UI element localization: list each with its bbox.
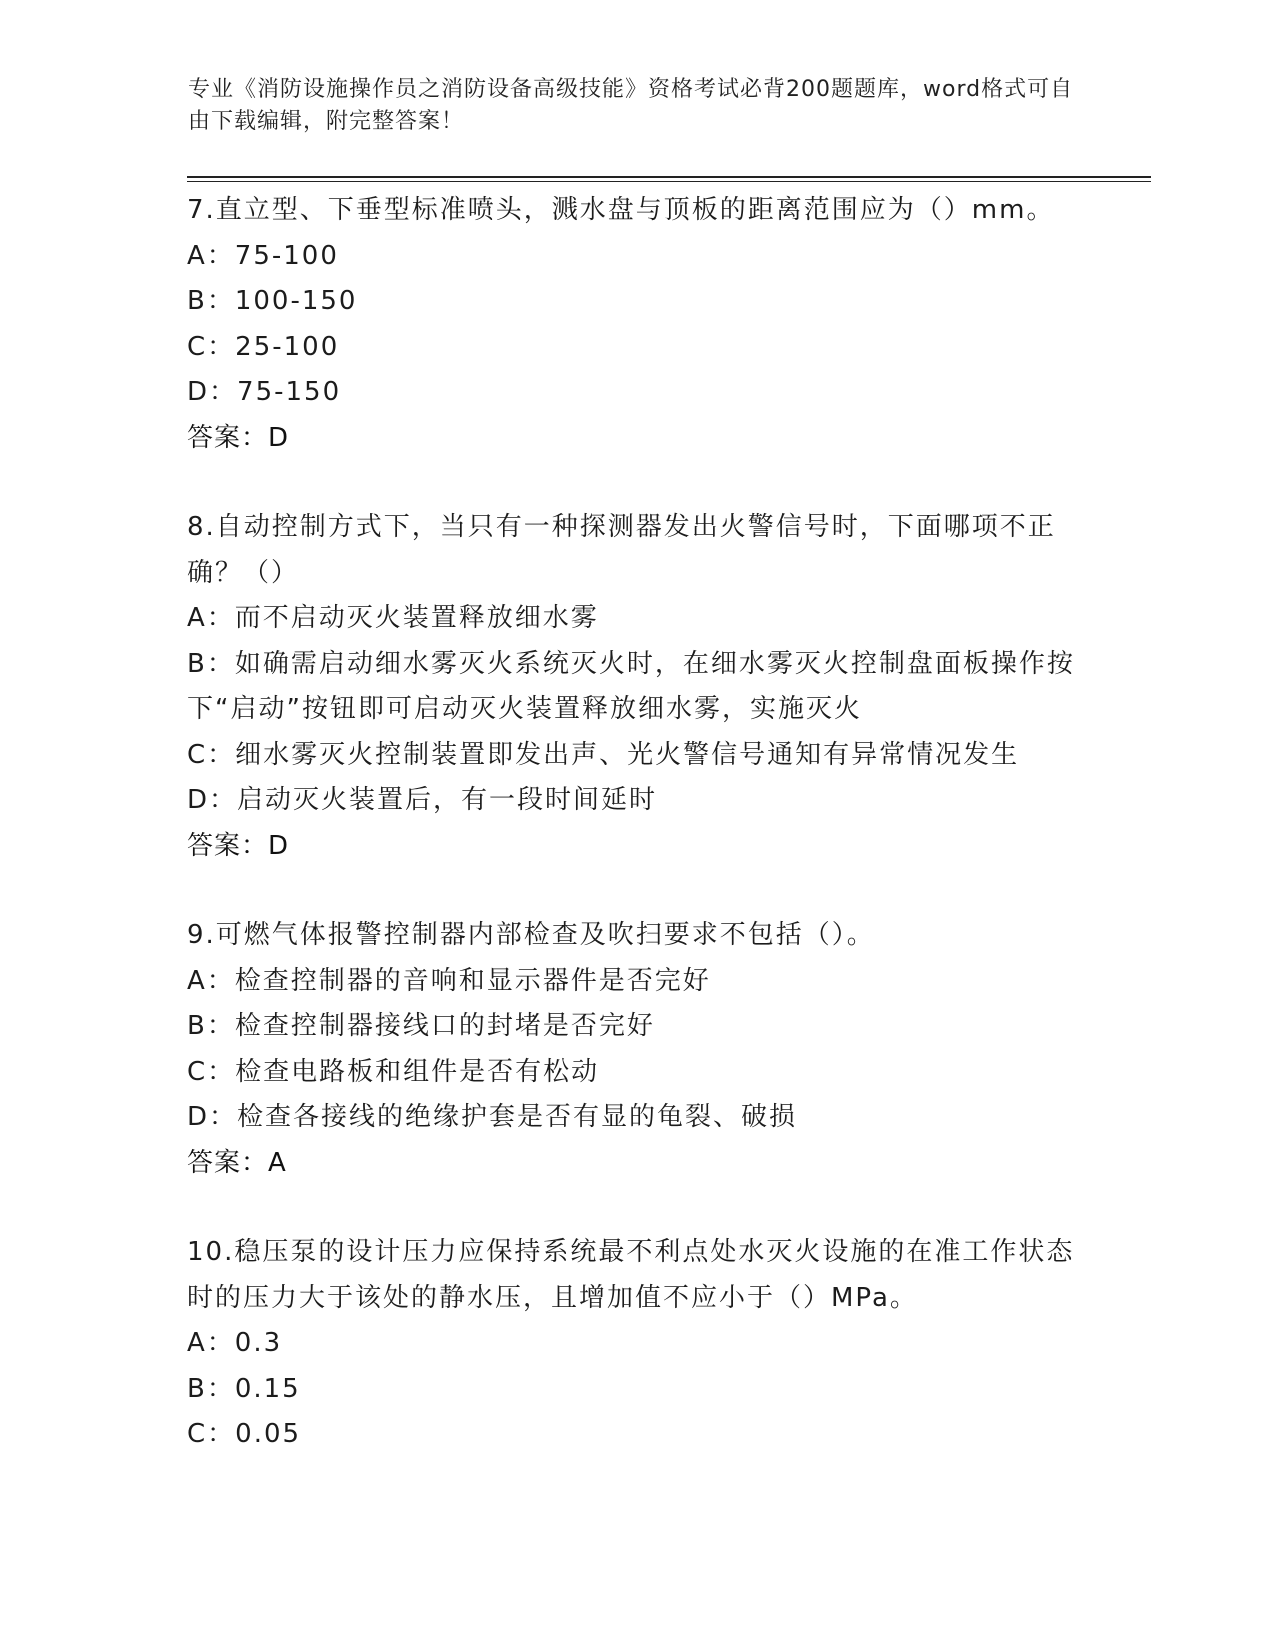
question-list (187, 188, 1087, 1502)
option-b: B：100-150 (187, 286, 358, 316)
question-10 (187, 1230, 1087, 1458)
question-7 (187, 188, 1087, 461)
option-a: A：0.3 (187, 1328, 283, 1358)
question-stem: 10.稳压泵的设计压力应保持系统最不利点处水灭火设施的在准工作状态时的压力大于该处的静水压，且增加值不应小于（）MPa。 (187, 1237, 1075, 1313)
option-a: A：而不启动灭火装置释放细水雾 (187, 603, 599, 633)
option-a: A：检查控制器的音响和显示器件是否完好 (187, 965, 711, 996)
option-c: C：0.05 (187, 1419, 302, 1449)
option-b: B：检查控制器接线口的封堵是否完好 (187, 1011, 655, 1041)
answer: 答案：A (187, 1147, 287, 1178)
option-d: D：75-150 (187, 377, 342, 407)
question-stem: 7.直立型、下垂型标准喷头，溅水盘与顶板的距离范围应为（）mm。 (187, 195, 1055, 225)
header-rule-thin (187, 181, 1151, 182)
option-d: D：检查各接线的绝缘护套是否有显的龟裂、破损 (187, 1102, 798, 1132)
document-header: 专业《消防设施操作员之消防设备高级技能》资格考试必背200题题库，word格式可自由下载编辑，附完整答案！ (188, 77, 1074, 134)
answer: 答案：D (187, 830, 290, 861)
header-rule-thick (187, 176, 1151, 178)
question-stem: 9.可燃气体报警控制器内部检查及吹扫要求不包括（）。 (187, 920, 875, 950)
question-8 (187, 505, 1087, 869)
answer: 答案：D (187, 422, 290, 453)
option-d: D：启动灭火装置后，有一段时间延时 (187, 785, 658, 815)
option-a: A：75-100 (187, 240, 339, 271)
option-b: B：如确需启动细水雾灭火系统灭火时，在细水雾灭火控制盘面板操作按下“启动”按钮即可启动灭火装置释放细水雾，实施灭火 (187, 648, 1075, 724)
option-c: C：细水雾灭火控制装置即发出声、光火警信号通知有异常情况发生 (187, 739, 1020, 770)
question-stem: 8.自动控制方式下，当只有一种探测器发出火警信号时，下面哪项不正确？（） (187, 512, 1056, 588)
option-b: B：0.15 (187, 1373, 301, 1404)
option-c: C：检查电路板和组件是否有松动 (187, 1056, 600, 1087)
option-c: C：25-100 (187, 331, 340, 362)
question-9 (187, 913, 1087, 1186)
